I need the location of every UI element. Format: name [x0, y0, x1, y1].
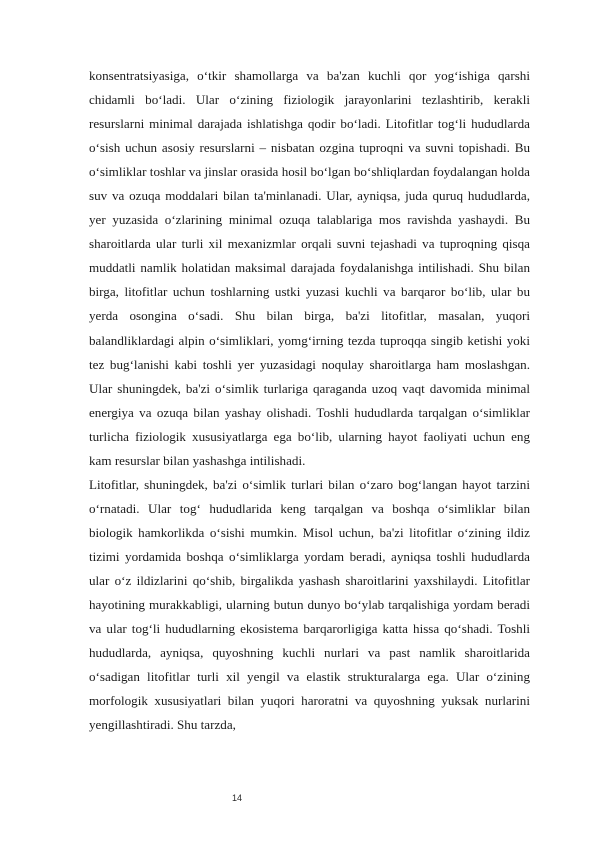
paragraph-1: konsentratsiyasiga, o‘tkir shamollarga va ba'zan kuchli qor yog‘ishiga qarshi chidamli bo‘ladi. Ular o‘zining fiziologik jarayonlarini tezlashtirib, kerakli resurslarni minimal darajada ishlatishga qodir bo‘ladi. Litofitlar tog‘li hududlarda o‘sish uchun asosiy resurslarni – nisbatan ozgina tuproqni va suvni topishadi. Bu o‘simliklar toshlar va jinslar orasida hosil bo‘lgan bo‘shliqlardan foydalangan holda suv va ozuqa moddalari bilan ta'minlanadi. Ular, ayniqsa, juda quruq hududlarda, yer yuzasida o‘zlarining minimal ozuqa talablariga mos ravishda yashaydi. Bu sharoitlarda ular turli xil mexanizmlar orqali suvni tejashadi va tuproqning qisqa muddatli namlik holatidan maksimal darajada foydalanishga intilishadi. Shu bilan birga, litofitlar uchun toshlarning ustki yuzasi kuchli va barqaror bo‘lib, ular bu yerda osongina o‘sadi. Shu bilan birga, ba'zi litofitlar, masalan, yuqori balandliklardagi alpin o‘simliklari, yomg‘irning tezda tuproqqa singib ketishi yoki tez bug‘lanishi kabi toshli yer yuzasidagi noqulay sharoitlarga ham moslashgan. Ular shuningdek, ba'zi o‘simlik turlariga qaraganda uzoq vaqt davomida minimal energiya va ozuqa bilan yashay olishadi. Toshli hududlarda tarqalgan o‘simliklar turlicha fiziologik xususiyatlarga ega bo‘lib, ularning hayot faoliyati uchun eng kam resurslar bilan yashashga intilishadi. — [89, 68, 530, 468]
page-number: 14 — [232, 793, 243, 803]
body-text — [89, 64, 530, 737]
paragraph-2: Litofitlar, shuningdek, ba'zi o‘simlik turlari bilan o‘zaro bog‘langan hayot tarzini o‘rnatadi. Ular tog‘ hududlarida keng tarqalgan va boshqa o‘simliklar bilan biologik hamkorlikda o‘sishi mumkin. Misol uchun, ba'zi litofitlar o‘zining ildiz tizimi yordamida boshqa o‘simliklarga yordam beradi, ayniqsa toshli hududlarda ular o‘z ildizlarini qo‘shib, birgalikda yashash sharoitlarini yaxshilaydi. Litofitlar hayotining murakkabligi, ularning butun dunyo bo‘ylab tarqalishiga yordam beradi va ular tog‘li hududlarning ekosistema barqarorligiga katta hissa qo‘shadi. Toshli hududlarda, ayniqsa, quyoshning kuchli nurlari va past namlik sharoitlarida o‘sadigan litofitlar turli xil yengil va elastik strukturalarga ega. Ular o‘zining morfologik xususiyatlari bilan yuqori haroratni va quyoshning yuksak nurlarini yengillashtiradi. Shu tarzda, — [89, 476, 530, 733]
